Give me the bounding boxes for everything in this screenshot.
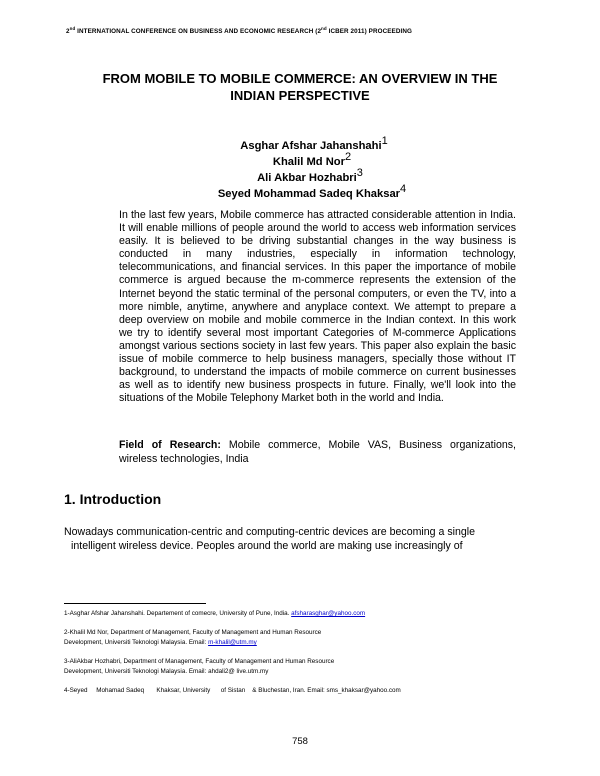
footnote-4: 4-Seyed Mohamad Sadeq Khaksar, University of Sistan & Bluchestan, Iran. Email: sms_khaksar@yahoo.com — [64, 687, 401, 694]
footnote-1: 1-Asghar Afshar Jahanshahi. Departement of comecre, University of Pune, India. afsharasghar@yahoo.com — [64, 610, 366, 617]
author-4: Seyed Mohammad Sadeq Khaksar$^4$ — [217, 183, 407, 200]
introduction-paragraph: Nowadays communication-centric and computing-centric devices are becoming a single intelligent wireless device. Peoples around the world are making use increasingly of — [64, 526, 475, 552]
footnote-2-email-link[interactable]: m-khalil@utm.my — [208, 639, 257, 646]
title-line-2: INDIAN PERSPECTIVE — [230, 88, 370, 103]
paper-title — [60, 70, 540, 104]
author-1: Asghar Afshar Jahanshahi$^1$ — [240, 135, 388, 152]
footnote-divider — [64, 603, 206, 604]
footnotes — [64, 609, 544, 705]
footnote-3: 3-AliAkbar Hozhabri, Department of Management, Faculty of Management and Human Resource Development, Universiti Teknologi Malaysia. Email: ahdali2@ live.utm.my — [64, 658, 335, 675]
page-number: 758 — [292, 736, 308, 747]
section-heading-introduction: 1. Introduction — [64, 491, 162, 507]
author-2: Khalil Md Nor$^2$ — [272, 151, 352, 168]
abstract: In the last few years, Mobile commerce has attracted considerable attention in India. It will enable millions of people around the world to access web information services easily. It is believed to be driving substantial changes in the way business is conducted in many industries, especially in information technology, telecommunications, and financial services. In this paper the importance of mobile commerce is argued because the m-commerce represents the extension of the Internet beyond the static terminal of the personal computers, or even the TV, into a more nimble, anytime, anywhere and anyplace context. We attempt to prepare a deep overview on mobile and mobile commerce in the Indian context. In this work we try to identify several most important Categories of M-commerce Applications amongst various sections society in last few years. This paper also explain the basic issue of mobile commerce to help business managers, specially those without IT background, to understand the impacts of mobile commerce on current businesses as well as to identify new business prospects in future. Finally, we'll look into the situations of the Mobile Telephony Market both in the world and India. — [119, 209, 516, 405]
field-of-research-text: Mobile commerce, Mobile VAS, Business organizations, wireless technologies, India — [119, 439, 516, 465]
footnote-2: 2-Khalil Md Nor, Department of Management, Faculty of Management and Human Resource Development, Universiti Teknologi Malaysia. Email: m-khalil@utm.my — [64, 629, 322, 646]
field-of-research-label: Field of Research: — [119, 439, 221, 451]
author-3: Ali Akbar Hozhabri$^3$ — [257, 167, 363, 184]
running-header: 2nd INTERNATIONAL CONFERENCE ON BUSINESS AND ECONOMIC RESEARCH (2nd ICBER 2011) PROCEEDING — [66, 26, 412, 36]
author-list — [0, 135, 600, 202]
title-line-1: FROM MOBILE TO MOBILE COMMERCE: AN OVERVIEW IN THE — [102, 71, 498, 86]
footnote-1-email-link[interactable]: afsharasghar@yahoo.com — [291, 610, 366, 617]
field-of-research — [119, 439, 516, 466]
